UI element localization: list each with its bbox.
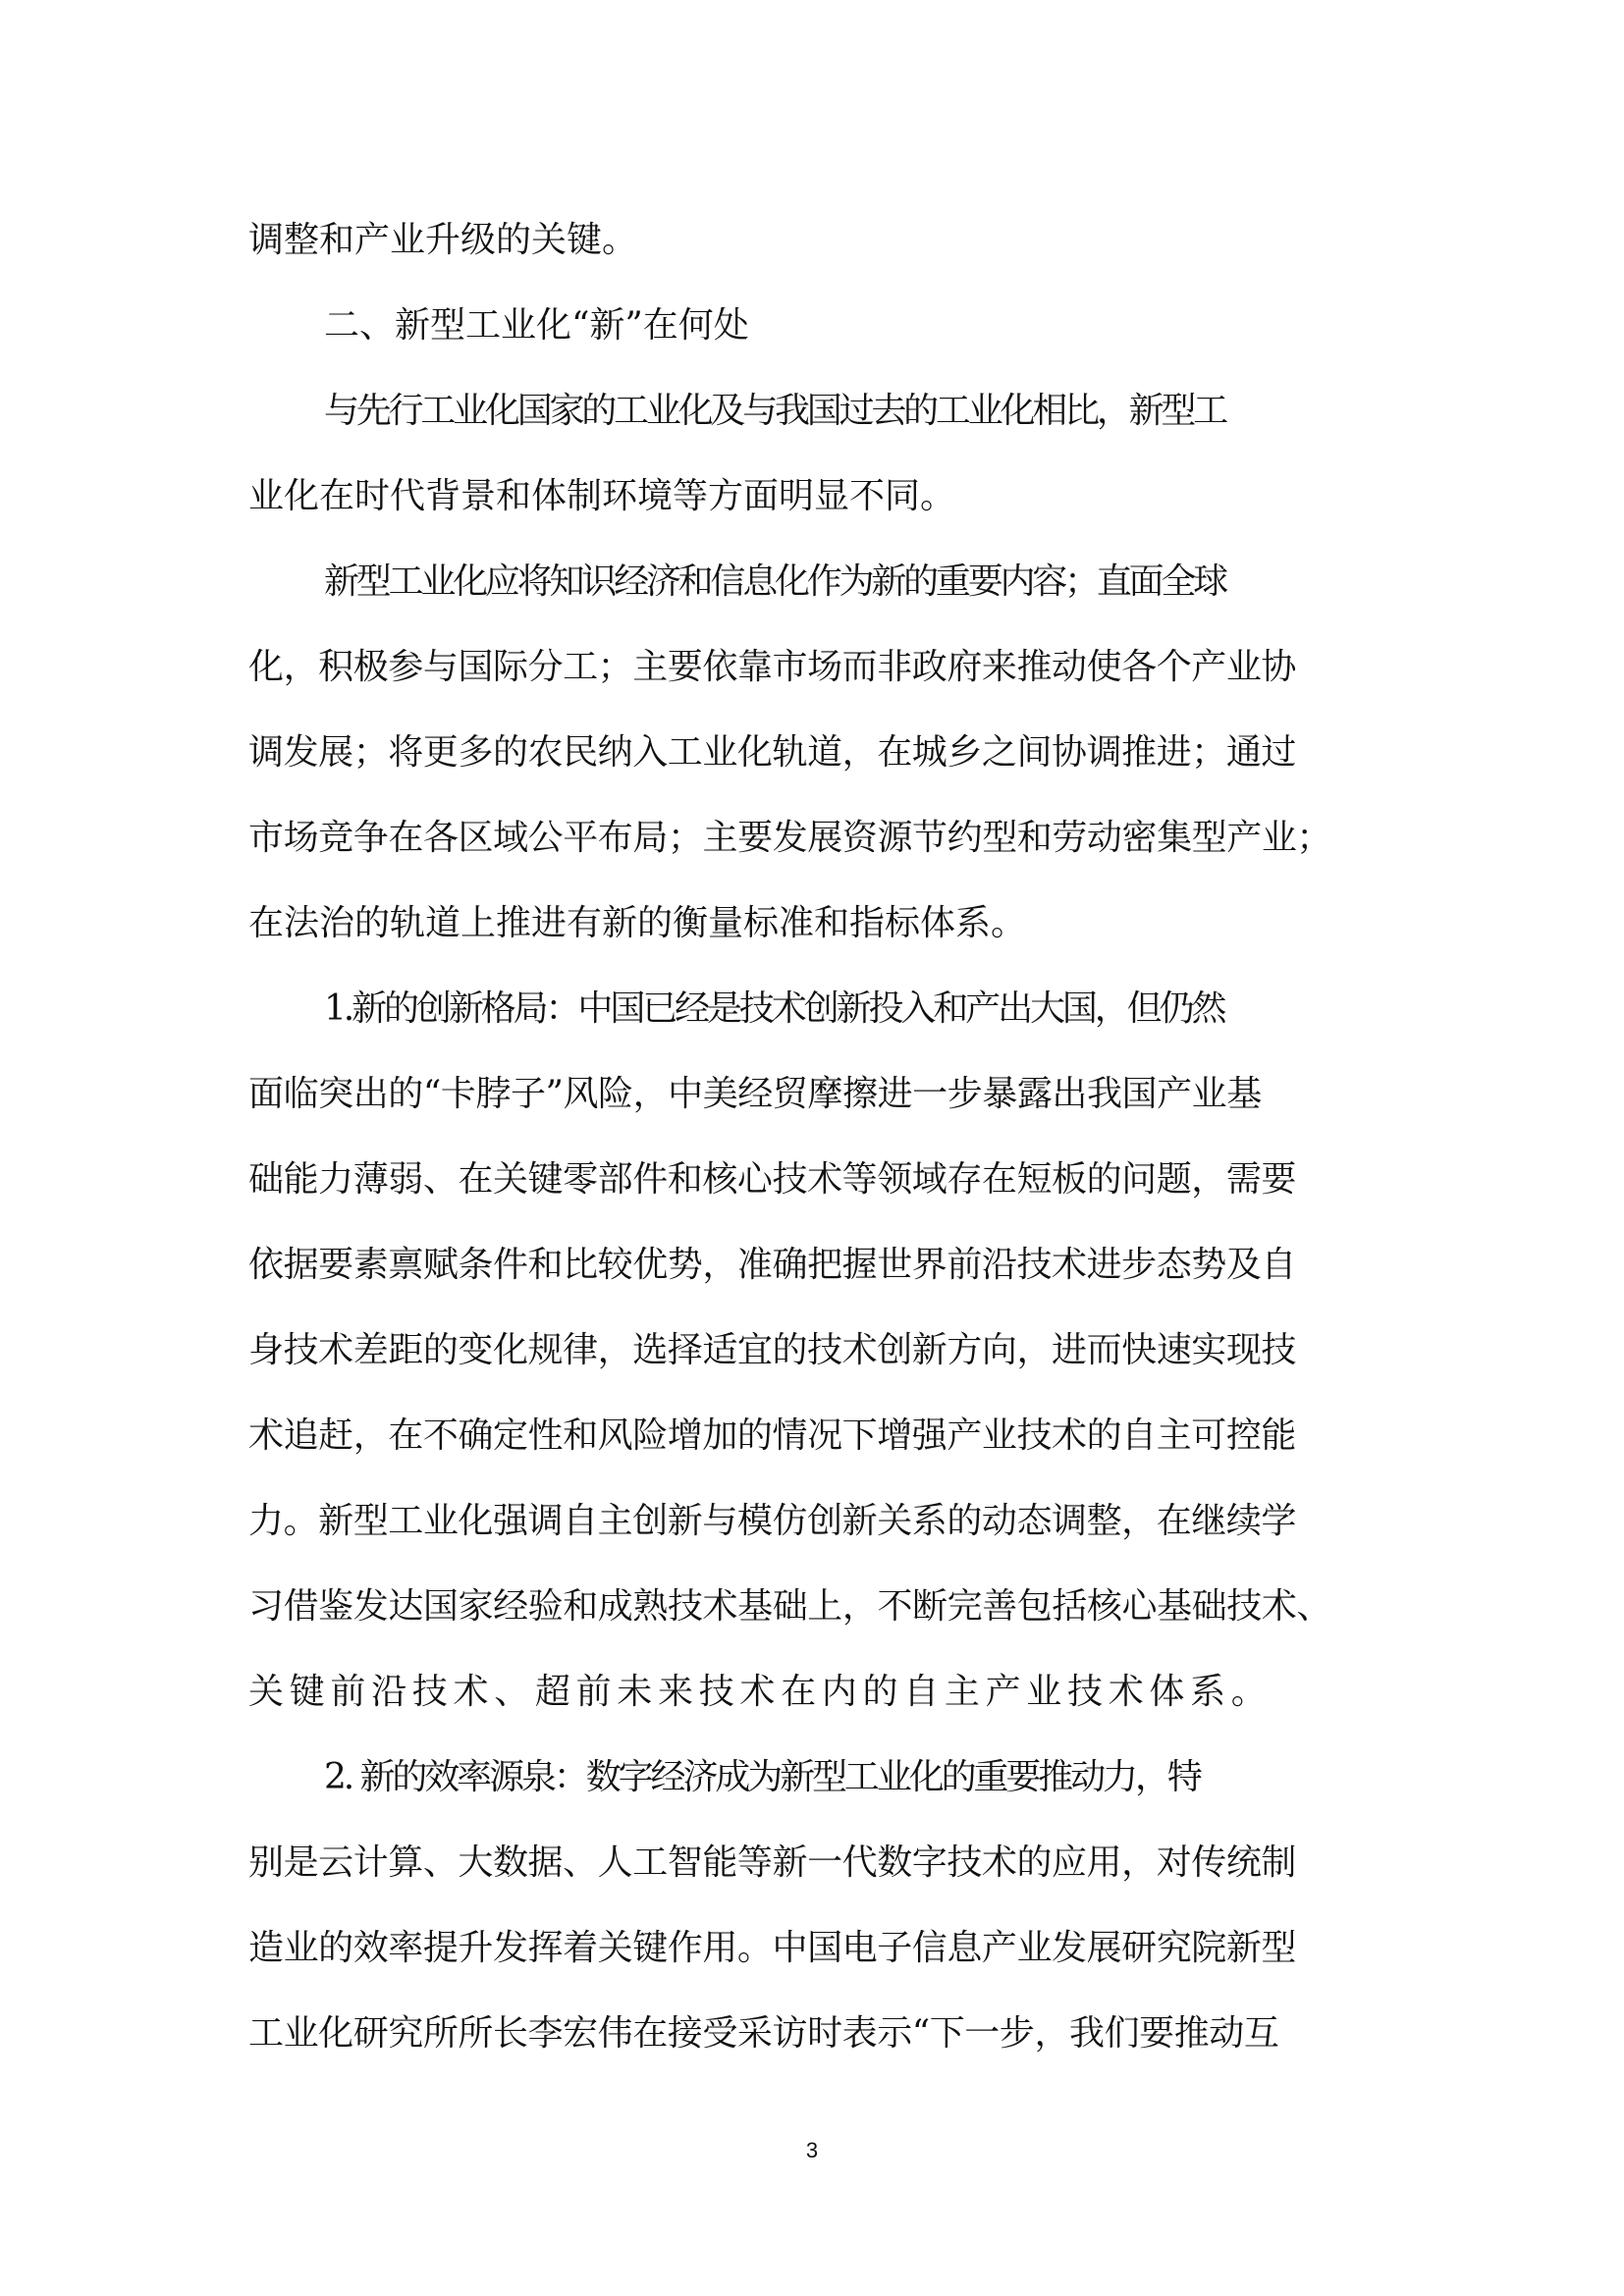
- text-line: 1.新的创新格局：中国已经是技术创新投入和产出大国，但仍然: [324, 988, 1224, 1029]
- text-line: 市场竞争在各区域公平布局；主要发展资源节约型和劳动密集型产业；: [248, 818, 1332, 858]
- text-line: 业化在时代背景和体制环境等方面明显不同。: [248, 476, 956, 516]
- page-number: 3: [805, 2138, 819, 2163]
- text-line: 身技术差距的变化规律，选择适宜的技术创新方向，进而快速实现技: [248, 1330, 1297, 1370]
- text-line: 工业化研究所所长李宏伟在接受采访时表示“下一步，我们要推动互: [248, 2013, 1279, 2054]
- text-line: 二、新型工业化“新”在何处: [324, 305, 749, 346]
- text-line: 调整和产业升级的关键。: [248, 220, 638, 260]
- text-line: 面临突出的“卡脖子”风险，中美经贸摩擦进一步暴露出我国产业基: [248, 1074, 1262, 1114]
- text-line: 依据要素禀赋条件和比较优势，准确把握世界前沿技术进步态势及自: [248, 1245, 1297, 1285]
- text-line: 2. 新的效率源泉：数字经济成为新型工业化的重要推动力，特: [324, 1757, 1200, 1797]
- text-line: 在法治的轨道上推进有新的衡量标准和指标体系。: [248, 903, 1027, 943]
- text-line: 造业的效率提升发挥着关键作用。中国电子信息产业发展研究院新型: [248, 1928, 1297, 1968]
- text-line: 新型工业化应将知识经济和信息化作为新的重要内容；直面全球: [324, 561, 1226, 602]
- text-line: 术追赶，在不确定性和风险增加的情况下增强产业技术的自主可控能: [248, 1415, 1297, 1456]
- text-line: 与先行工业化国家的工业化及与我国过去的工业化相比，新型工: [324, 391, 1226, 431]
- text-line: 调发展；将更多的农民纳入工业化轨道，在城乡之间协调推进；通过: [248, 732, 1297, 773]
- text-line: 础能力薄弱、在关键零部件和核心技术等领域存在短板的问题，需要: [248, 1159, 1297, 1200]
- text-line: 别是云计算、大数据、人工智能等新一代数字技术的应用，对传统制: [248, 1842, 1297, 1883]
- text-line: 习借鉴发达国家经验和成熟技术基础上，不断完善包括核心基础技术、: [248, 1586, 1332, 1627]
- text-line: 关键前沿技术、超前未来技术在内的自主产业技术体系。: [248, 1672, 1272, 1712]
- text-line: 化，积极参与国际分工；主要依靠市场而非政府来推动使各个产业协: [248, 647, 1297, 687]
- text-line: 力。新型工业化强调自主创新与模仿创新关系的动态调整，在继续学: [248, 1501, 1297, 1541]
